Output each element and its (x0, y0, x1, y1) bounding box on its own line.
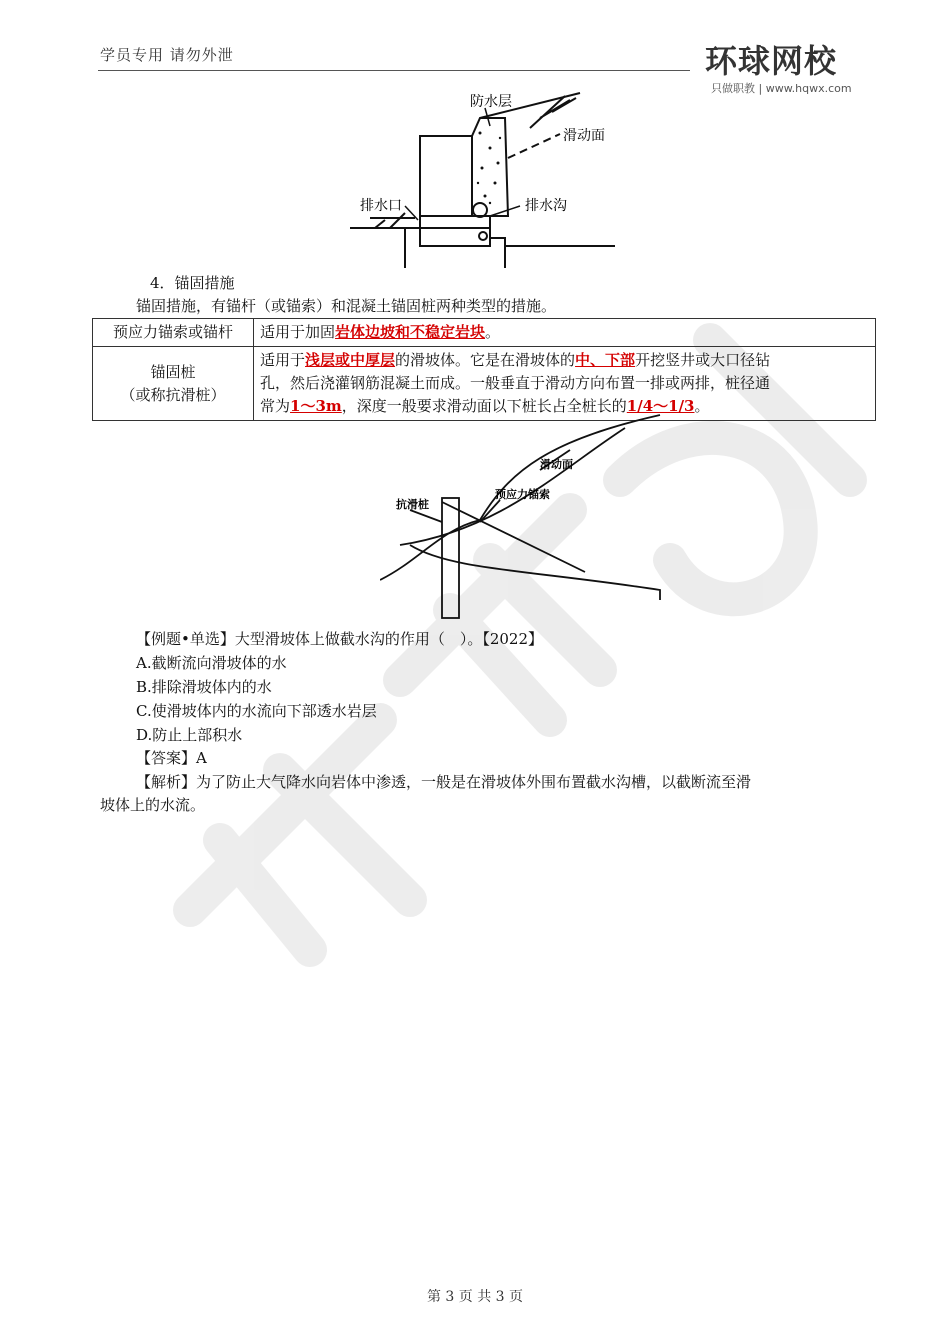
analysis-line: 【解析】为了防止大气降水向岩体中渗透，一般是在滑坡体外围布置截水沟槽，以截断流至滑 (136, 773, 752, 791)
text-segment: 。 (485, 323, 501, 341)
text-segment: 适用于 (260, 351, 306, 369)
anchorage-table (92, 318, 876, 421)
text-segment: 的滑坡体。它是在滑坡体的 (395, 351, 576, 369)
label-ditch: 排水沟 (525, 198, 567, 214)
label-waterproof: 防水层 (470, 94, 512, 110)
table-row (93, 319, 876, 347)
question-stem: 【例题•单选】大型滑坡体上做截水沟的作用（ ）。【2022】 (136, 630, 544, 648)
text-segment: 开挖竖井或大口径钻 (635, 351, 771, 369)
label-slide-surface: 滑动面 (563, 128, 605, 144)
option-c: C.使滑坡体内的水流向下部透水岩层 (136, 702, 377, 720)
row-desc (254, 319, 876, 347)
row-name (93, 347, 254, 421)
section-intro: 锚固措施，有锚杆（或锚索）和混凝土锚固桩两种类型的措施。 (136, 297, 557, 315)
label-slide-surface: 滑动面 (540, 458, 573, 471)
figure-slope-anchor (380, 410, 670, 625)
label-pile: 抗滑桩 (396, 498, 429, 511)
section-heading: 4．锚固措施 (150, 274, 235, 292)
figure-drainage-wall (330, 88, 620, 273)
brand-logo (705, 36, 875, 96)
logo-subtitle: 只做职教 | www.hqwx.com (711, 82, 852, 95)
answer: 【答案】A (136, 749, 207, 767)
row-name-line: 锚固桩 (150, 362, 196, 381)
highlight-text: 1～3m (290, 397, 342, 415)
analysis-line: 坡体上的水流。 (100, 796, 206, 814)
text-segment: ，深度一般要求滑动面以下桩长占全桩长的 (341, 397, 627, 415)
row-name: 预应力锚索或锚杆 (93, 319, 254, 347)
option-a: A.截断流向滑坡体的水 (136, 654, 287, 672)
highlight-text: 中、下部 (575, 351, 636, 369)
header-note: 学员专用 请勿外泄 (100, 46, 234, 64)
highlight-text: 岩体边坡和不稳定岩块 (335, 323, 486, 341)
label-anchor: 预应力锚索 (495, 488, 550, 501)
label-outlet: 排水口 (360, 198, 402, 214)
text-segment: 常为 (260, 397, 291, 415)
option-b: B.排除滑坡体内的水 (136, 678, 272, 696)
row-name-line: （或称抗滑桩） (120, 385, 226, 404)
highlight-text: 浅层或中厚层 (305, 351, 396, 369)
page-number: 第 3 页 共 3 页 (426, 1289, 524, 1305)
highlight-text: 1/4～1/3 (626, 397, 695, 415)
text-line: 孔，然后浇灌钢筋混凝土而成。一般垂直于滑动方向布置一排或两排，桩径通 (260, 374, 771, 392)
text-segment: 。 (694, 397, 710, 415)
text-segment: 适用于加固 (260, 323, 336, 341)
header-divider (98, 70, 690, 71)
option-d: D.防止上部积水 (136, 726, 243, 744)
logo-text: 环球网校 (705, 42, 838, 80)
